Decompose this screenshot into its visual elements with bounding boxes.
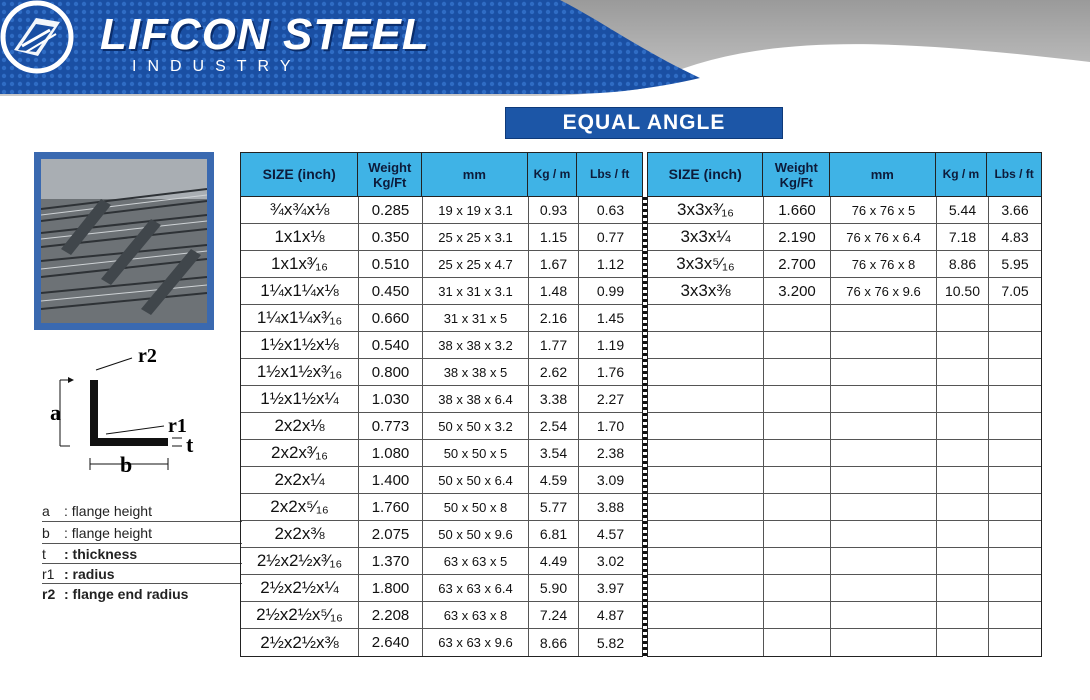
cell-size: 2½x2½x¼ — [241, 575, 359, 601]
cell-mm: 50 x 50 x 5 — [423, 440, 529, 466]
steel-stack-image — [41, 159, 207, 323]
cell-mm — [831, 440, 937, 466]
cell-kg-m — [937, 440, 989, 466]
cell-lbs-ft: 2.27 — [596, 391, 625, 407]
cell-size: 1½x1½x³⁄₁₆ — [241, 359, 359, 385]
cell-kg-m — [937, 386, 989, 412]
cell-weight: 2.640 — [359, 629, 423, 656]
cell-lbs-ft — [989, 602, 1041, 628]
table-row — [241, 251, 642, 278]
table-row — [648, 494, 1041, 521]
cell-lbs-ft: 5.82 — [596, 634, 625, 651]
cell-size: 1½x1½x⅛ — [241, 332, 359, 358]
table-header — [647, 152, 1042, 197]
table-row — [648, 521, 1041, 548]
cell-lbs-ft — [989, 467, 1041, 493]
cell-size: 1¼x1¼x⅛ — [241, 278, 359, 304]
cell-weight: 1.660 — [764, 197, 831, 223]
cell-kg-m: 2.54 — [529, 413, 579, 439]
cell-weight — [764, 494, 831, 520]
legend-key: a — [42, 503, 50, 519]
table-row — [648, 332, 1041, 359]
cell-size: 2½x2½x⁵⁄₁₆ — [241, 602, 359, 628]
cell-lbs-ft — [989, 548, 1041, 574]
cell-lbs-ft: 4.83 — [1001, 229, 1029, 245]
cell-weight: 1.370 — [359, 548, 423, 574]
cell-mm — [831, 629, 937, 656]
cell-size: 2½x2½x³⁄₁₆ — [241, 548, 359, 574]
brand-subtitle: INDUSTRY — [132, 58, 302, 75]
cell-mm: 50 x 50 x 6.4 — [423, 467, 529, 493]
cell-weight: 0.773 — [359, 413, 423, 439]
table-row — [648, 467, 1041, 494]
cell-size — [648, 440, 764, 466]
cell-weight: 0.800 — [359, 359, 423, 385]
cell-mm: 38 x 38 x 6.4 — [423, 386, 529, 412]
cell-kg-m — [937, 602, 989, 628]
cell-mm: 19 x 19 x 3.1 — [423, 197, 529, 223]
cell-size — [648, 629, 764, 656]
cell-size — [648, 521, 764, 547]
lifcon-logo-icon — [0, 0, 74, 74]
cell-weight — [764, 359, 831, 385]
cell-kg-m — [937, 548, 989, 574]
cell-lbs-ft — [989, 575, 1041, 601]
cell-lbs-ft — [989, 413, 1041, 439]
cell-kg-m: 1.15 — [529, 224, 579, 250]
legend-item — [42, 584, 242, 604]
table-left-half — [240, 152, 643, 657]
cell-mm — [831, 386, 937, 412]
header-kg-m: Kg / m — [936, 153, 988, 196]
legend-text: : radius — [64, 566, 115, 582]
cell-mm: 76 x 76 x 6.4 — [831, 224, 937, 250]
cell-kg-m — [937, 305, 989, 331]
cell-size: 3x3x³⁄₁₆ — [648, 197, 764, 223]
cell-mm — [831, 521, 937, 547]
cell-mm: 31 x 31 x 5 — [423, 305, 529, 331]
table-header — [240, 152, 643, 197]
cell-kg-m — [937, 575, 989, 601]
table-row — [241, 413, 642, 440]
cell-size: 3x3x⅜ — [648, 278, 764, 304]
table-row — [648, 197, 1041, 224]
cell-kg-m — [937, 359, 989, 385]
cell-size: 1½x1½x¼ — [241, 386, 359, 412]
cell-kg-m — [937, 332, 989, 358]
header-kg-m: Kg / m — [528, 153, 578, 196]
legend-item — [42, 564, 242, 584]
cell-mm: 76 x 76 x 8 — [831, 251, 937, 277]
cell-mm — [831, 494, 937, 520]
cell-size: 2x2x⅛ — [241, 413, 359, 439]
cell-mm: 63 x 63 x 9.6 — [423, 629, 529, 656]
cell-size: 1¼x1¼x³⁄₁₆ — [241, 305, 359, 331]
cell-lbs-ft: 7.05 — [1001, 283, 1029, 299]
cell-lbs-ft: 3.09 — [596, 472, 625, 488]
cell-kg-m: 3.54 — [529, 440, 579, 466]
legend-text: : thickness — [64, 546, 138, 562]
cell-weight: 0.510 — [359, 251, 423, 277]
cell-lbs-ft: 3.88 — [596, 499, 625, 515]
table-row — [241, 386, 642, 413]
cell-kg-m: 5.90 — [529, 575, 579, 601]
table-row — [241, 467, 642, 494]
header-weight: Weight Kg/Ft — [763, 153, 830, 196]
cell-size: 2x2x³⁄₁₆ — [241, 440, 359, 466]
header-lbs-ft: Lbs / ft — [994, 167, 1034, 181]
cell-kg-m — [937, 629, 989, 656]
cell-lbs-ft: 3.66 — [1001, 202, 1029, 218]
cell-lbs-ft: 0.63 — [596, 202, 625, 218]
cell-size — [648, 575, 764, 601]
cell-weight — [764, 548, 831, 574]
cell-size: 2x2x⁵⁄₁₆ — [241, 494, 359, 520]
table-row — [241, 602, 642, 629]
cell-mm: 38 x 38 x 5 — [423, 359, 529, 385]
table-row — [648, 602, 1041, 629]
legend-text: : flange height — [64, 503, 152, 519]
cell-kg-m — [937, 467, 989, 493]
cell-weight: 0.660 — [359, 305, 423, 331]
cell-kg-m: 1.48 — [529, 278, 579, 304]
table-row — [241, 575, 642, 602]
header-lbs-ft: Lbs / ft — [589, 167, 630, 181]
cell-mm: 50 x 50 x 3.2 — [423, 413, 529, 439]
cell-kg-m: 8.86 — [937, 251, 989, 277]
legend-key: b — [42, 525, 50, 541]
cell-size: 3x3x¼ — [648, 224, 764, 250]
table-row — [241, 440, 642, 467]
cell-weight: 2.700 — [764, 251, 831, 277]
cell-lbs-ft: 4.57 — [596, 526, 625, 542]
cell-kg-m — [937, 413, 989, 439]
diagram-label-t: t — [186, 432, 194, 457]
cell-weight: 1.800 — [359, 575, 423, 601]
header-size: SIZE (inch) — [241, 153, 358, 196]
cell-size: 3x3x⁵⁄₁₆ — [648, 251, 764, 277]
cell-lbs-ft — [989, 332, 1041, 358]
cell-mm — [831, 548, 937, 574]
table-row — [241, 197, 642, 224]
cell-weight: 1.030 — [359, 386, 423, 412]
table-row — [241, 629, 642, 656]
cell-lbs-ft — [989, 629, 1041, 656]
cell-mm: 63 x 63 x 6.4 — [423, 575, 529, 601]
steel-angle-photo — [34, 152, 214, 330]
cell-lbs-ft: 1.12 — [596, 256, 625, 272]
cell-mm: 25 x 25 x 3.1 — [423, 224, 529, 250]
cell-kg-m — [937, 521, 989, 547]
cell-mm: 63 x 63 x 8 — [423, 602, 529, 628]
cell-lbs-ft: 5.95 — [1001, 256, 1029, 272]
cell-kg-m: 8.66 — [529, 629, 579, 656]
cell-weight — [764, 305, 831, 331]
angle-profile-diagram — [40, 342, 220, 482]
legend-key: r1 — [42, 566, 55, 582]
table-row — [648, 548, 1041, 575]
cell-kg-m — [937, 494, 989, 520]
cell-weight — [764, 386, 831, 412]
cell-mm: 38 x 38 x 3.2 — [423, 332, 529, 358]
table-row — [648, 224, 1041, 251]
cell-lbs-ft — [989, 305, 1041, 331]
cell-lbs-ft: 2.38 — [596, 445, 625, 461]
table-row — [241, 305, 642, 332]
page-title: EQUAL ANGLE — [505, 107, 783, 139]
legend — [42, 500, 242, 604]
cell-weight: 0.540 — [359, 332, 423, 358]
cell-size — [648, 602, 764, 628]
table-row — [648, 413, 1041, 440]
cell-mm — [831, 359, 937, 385]
cell-kg-m: 5.44 — [937, 197, 989, 223]
cell-mm: 63 x 63 x 5 — [423, 548, 529, 574]
cell-mm — [831, 575, 937, 601]
diagram-label-a: a — [50, 400, 61, 425]
cell-kg-m: 3.38 — [529, 386, 579, 412]
cell-size — [648, 413, 764, 439]
table-row — [648, 629, 1041, 656]
cell-lbs-ft: 3.02 — [596, 553, 625, 569]
legend-item — [42, 500, 242, 522]
legend-key: r2 — [42, 586, 56, 602]
cell-size: 1x1x⅛ — [241, 224, 359, 250]
cell-lbs-ft: 1.70 — [596, 418, 625, 434]
cell-kg-m: 2.62 — [529, 359, 579, 385]
cell-kg-m: 4.59 — [529, 467, 579, 493]
diagram-label-r2: r2 — [138, 345, 157, 367]
cell-weight: 1.400 — [359, 467, 423, 493]
table-row — [241, 332, 642, 359]
cell-mm: 25 x 25 x 4.7 — [423, 251, 529, 277]
table-row — [241, 494, 642, 521]
table-row — [241, 278, 642, 305]
table-row — [241, 359, 642, 386]
cell-size — [648, 467, 764, 493]
cell-size — [648, 359, 764, 385]
cell-lbs-ft — [989, 521, 1041, 547]
cell-size: 1x1x³⁄₁₆ — [241, 251, 359, 277]
cell-mm: 31 x 31 x 3.1 — [423, 278, 529, 304]
cell-lbs-ft: 1.45 — [596, 310, 625, 326]
table-row — [648, 575, 1041, 602]
cell-kg-m: 1.67 — [529, 251, 579, 277]
cell-lbs-ft — [989, 494, 1041, 520]
cell-weight — [764, 332, 831, 358]
cell-mm: 76 x 76 x 5 — [831, 197, 937, 223]
cell-mm — [831, 305, 937, 331]
legend-key: t — [42, 546, 46, 562]
table-row — [241, 548, 642, 575]
cell-kg-m: 7.18 — [937, 224, 989, 250]
header-mm: mm — [422, 153, 527, 196]
angle-diagram — [40, 342, 220, 482]
cell-weight — [764, 602, 831, 628]
cell-weight: 2.208 — [359, 602, 423, 628]
table-row — [648, 305, 1041, 332]
cell-lbs-ft — [989, 440, 1041, 466]
table-row — [648, 278, 1041, 305]
cell-kg-m: 1.77 — [529, 332, 579, 358]
cell-weight — [764, 440, 831, 466]
cell-mm — [831, 332, 937, 358]
table-row — [241, 224, 642, 251]
cell-kg-m: 7.24 — [529, 602, 579, 628]
diagram-label-b: b — [120, 452, 133, 477]
cell-lbs-ft: 3.97 — [596, 580, 625, 596]
header-size: SIZE (inch) — [648, 153, 763, 196]
cell-lbs-ft: 0.77 — [596, 229, 625, 245]
cell-kg-m: 2.16 — [529, 305, 579, 331]
cell-size — [648, 494, 764, 520]
cell-weight: 1.760 — [359, 494, 423, 520]
cell-weight — [764, 413, 831, 439]
cell-mm — [831, 413, 937, 439]
cell-weight: 1.080 — [359, 440, 423, 466]
header-banner — [0, 0, 1090, 96]
legend-text: : flange height — [64, 525, 152, 541]
legend-text: : flange end radius — [64, 586, 189, 602]
cell-weight — [764, 521, 831, 547]
legend-item — [42, 522, 242, 544]
cell-kg-m: 5.77 — [529, 494, 579, 520]
table-row — [648, 251, 1041, 278]
cell-lbs-ft: 1.19 — [596, 337, 625, 353]
table-row — [241, 521, 642, 548]
legend-item — [42, 544, 242, 564]
cell-mm — [831, 602, 937, 628]
table-row — [648, 440, 1041, 467]
cell-kg-m: 6.81 — [529, 521, 579, 547]
cell-kg-m: 0.93 — [529, 197, 579, 223]
cell-size — [648, 332, 764, 358]
header-mm: mm — [830, 153, 935, 196]
cell-lbs-ft: 1.76 — [596, 364, 625, 380]
cell-weight — [764, 467, 831, 493]
table-row — [648, 386, 1041, 413]
cell-weight: 0.285 — [359, 197, 423, 223]
cell-lbs-ft — [989, 359, 1041, 385]
cell-size — [648, 305, 764, 331]
cell-lbs-ft: 0.99 — [596, 283, 625, 299]
cell-mm: 76 x 76 x 9.6 — [831, 278, 937, 304]
cell-lbs-ft — [989, 386, 1041, 412]
cell-weight — [764, 575, 831, 601]
table-body-left — [240, 197, 643, 657]
table-right-half — [647, 152, 1042, 657]
cell-weight: 2.075 — [359, 521, 423, 547]
cell-weight: 3.200 — [764, 278, 831, 304]
cell-kg-m: 10.50 — [937, 278, 989, 304]
cell-weight: 0.450 — [359, 278, 423, 304]
header-weight: Weight Kg/Ft — [358, 153, 422, 196]
cell-mm: 50 x 50 x 9.6 — [423, 521, 529, 547]
cell-size: 2x2x¼ — [241, 467, 359, 493]
cell-size — [648, 386, 764, 412]
cell-size — [648, 548, 764, 574]
cell-weight: 2.190 — [764, 224, 831, 250]
brand-name: LIFCON STEEL — [100, 10, 430, 59]
cell-weight — [764, 629, 831, 656]
cell-weight: 0.350 — [359, 224, 423, 250]
cell-size: 2½x2½x⅜ — [241, 629, 359, 656]
equal-angle-table — [240, 152, 1042, 657]
cell-size: 2x2x⅜ — [241, 521, 359, 547]
diagram-label-r1: r1 — [168, 415, 187, 437]
cell-lbs-ft: 4.87 — [596, 607, 625, 623]
table-body-right — [647, 197, 1042, 657]
cell-kg-m: 4.49 — [529, 548, 579, 574]
table-row — [648, 359, 1041, 386]
cell-mm: 50 x 50 x 8 — [423, 494, 529, 520]
cell-mm — [831, 467, 937, 493]
cell-size: ¾x¾x⅛ — [241, 197, 359, 223]
